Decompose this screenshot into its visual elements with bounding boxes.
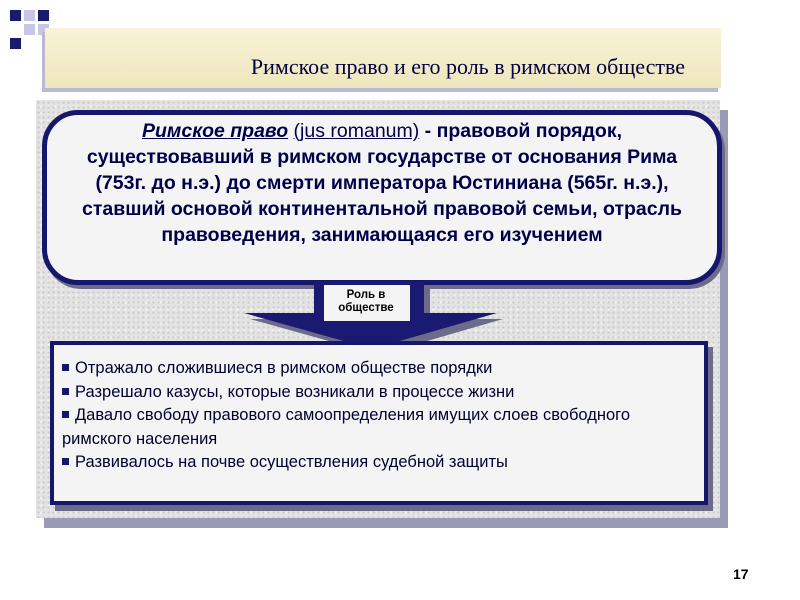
definition-latin: (jus romanum) (293, 120, 420, 142)
list-item: Отражало сложившиеся в римском обществе порядки (62, 357, 702, 381)
square-bullet-icon (62, 458, 69, 465)
square-bullet-icon (62, 411, 69, 418)
roles-list (62, 357, 702, 475)
slide-title: Римское право и его роль в римском обществе (250, 54, 685, 79)
list-item: Развивалось на почве осуществления судебной защиты (62, 451, 702, 475)
list-item: Разрешало казусы, которые возникали в процессе жизни (62, 381, 702, 405)
square-bullet-icon (62, 388, 69, 395)
list-item: Давало свободу правового самоопределения имущих слоев свободного римского населения (62, 406, 630, 448)
page-number: 17 (733, 566, 749, 582)
arrow-label: Роль в обществе (338, 289, 394, 314)
square-bullet-icon (62, 364, 69, 371)
definition-body: - правовой порядок, существовавший в римском государстве от основания Рима (753г. до н.э.) до смерти императора Юстиниана (565г. н.э.), ставший основой континентальной правовой семьи, отрасль правоведения, занимающаяся его изучением (82, 120, 682, 246)
definition-term: Римское право (142, 120, 289, 142)
